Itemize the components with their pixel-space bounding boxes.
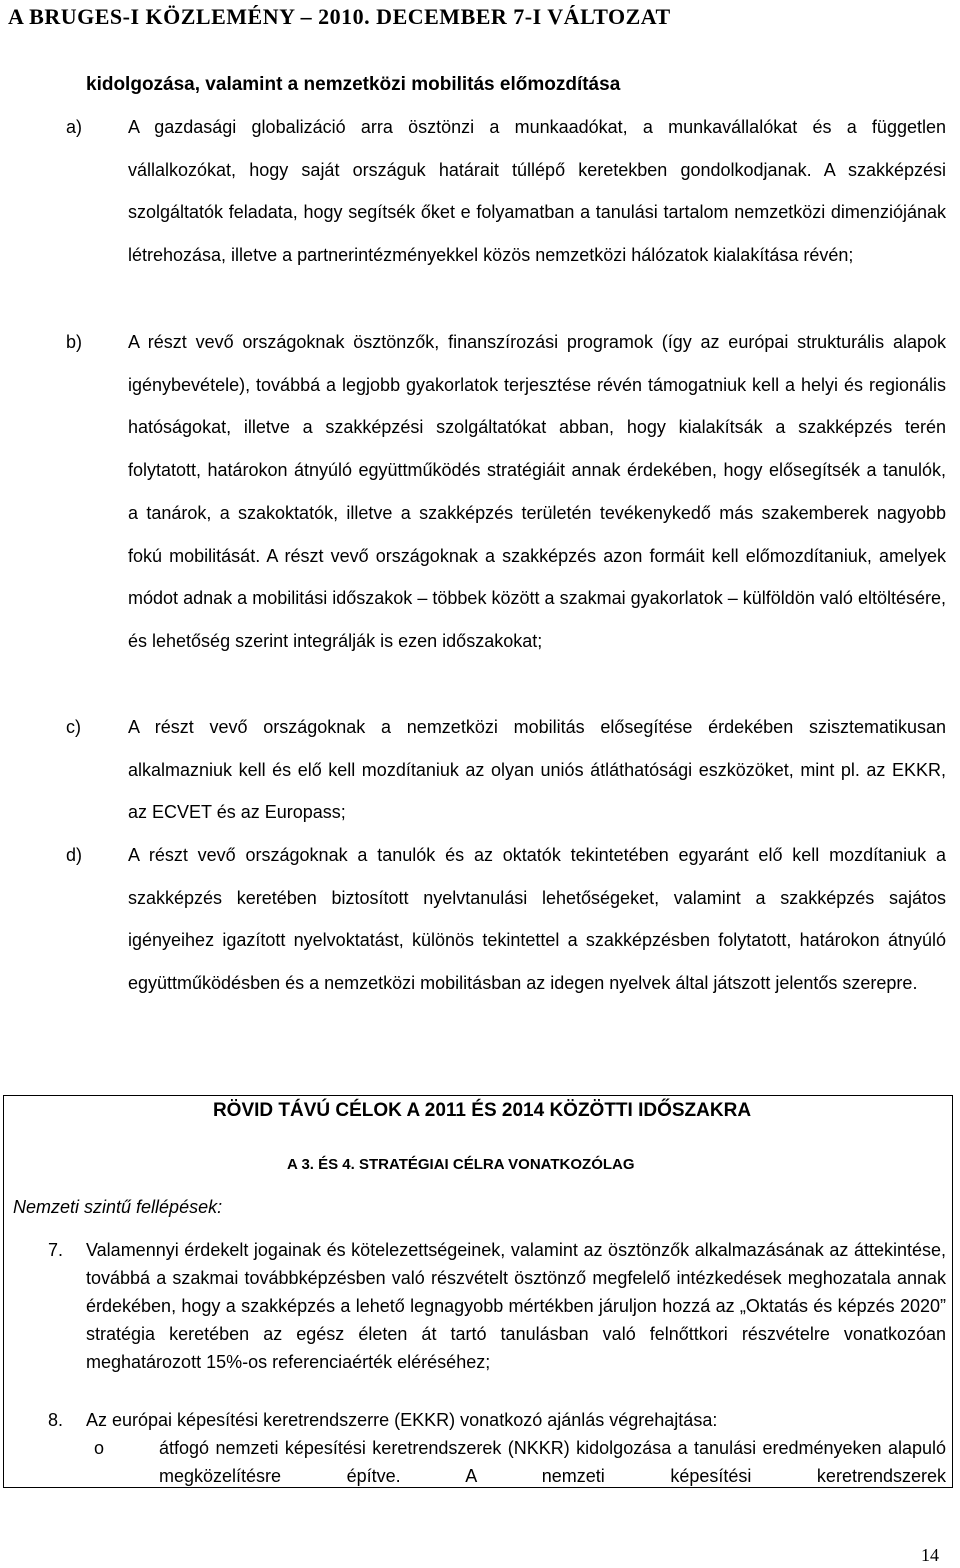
box-item-number: 8. xyxy=(48,1410,64,1430)
box-item-8 xyxy=(48,1406,946,1434)
list-marker: c) xyxy=(66,717,81,737)
list-item-text: A részt vevő országoknak a tanulók és az oktatók tekintetében egyaránt elő kell mozdítaniuk a szakképzés keretében biztosított nyelvtanulási lehetőségeket, valamint a szakképzés sajátos igényeihez igazított nyelvoktatást, különös tekintettel a szakképzésben folytatott, határokon átnyúló együttműködésben és a nemzetközi mobilitásban az idegen nyelvek által játszott jelentős szerepre. xyxy=(128,845,946,994)
box-item-number: 7. xyxy=(48,1240,64,1260)
list-item-text: A gazdasági globalizáció arra ösztönzi a munkaadókat, a munkavállalókat és a független vállalkozókat, hogy saját országuk határait túllépő keretekben gondolkodjanak. A szakképzési szolgáltatók feladata, hogy segítsék őket e folyamatban a tanulási tartalom nemzetközi dimenziójának létrehozása, illetve a partnerintézményekkel közös nemzetközi hálózatok kialakítása révén; xyxy=(128,117,946,266)
box-subitem xyxy=(94,1434,946,1488)
list-item-d xyxy=(66,834,946,1005)
list-item-a xyxy=(66,106,946,277)
list-item-text: A részt vevő országoknak a nemzetközi mobilitás elősegítése érdekében szisztematikusan alkalmazniuk kell és elő kell mozdítaniuk az olyan uniós átláthatósági eszközöket, mint pl. az EKKR, az ECVET és az Europass; xyxy=(128,717,946,823)
box-subtitle: A 3. ÉS 4. STRATÉGIAI CÉLRA VONATKOZÓLAG xyxy=(287,1156,635,1173)
box-item-text: Az európai képesítési keretrendszerre (EKKR) vonatkozó ajánlás végrehajtása: xyxy=(86,1410,718,1430)
list-item-text: A részt vevő országoknak ösztönzők, finanszírozási programok (így az európai strukturális alapok igénybevétele), továbbá a legjobb gyakorlatok terjesztése révén támogatniuk kell a helyi és regionális hatóságokat, illetve a szakképzési szolgáltatókat abban, hogy kialakítsák a szakképzés terén folytatott, határokon átnyúló együttműködés stratégiáit annak érdekében, hogy elősegítsék a tanulók, a tanárok, a szakoktatók, illetve a szakképzés területén tevékenykedő más szakemberek nagyobb fokú mobilitását. A részt vevő országoknak a szakképzés azon formáit kell előmozdítaniuk, amelyek módot adnak a mobilitási időszakok – többek között a szakmai gyakorlatok – külföldön való eltöltésére, és lehetőség szerint integrálják is ezen időszakokat; xyxy=(128,332,946,651)
box-title: RÖVID TÁVÚ CÉLOK A 2011 ÉS 2014 KÖZÖTTI IDŐSZAKRA xyxy=(212,1100,752,1121)
document-header-title: A BRUGES-I KÖZLEMÉNY – 2010. DECEMBER 7-I VÁLTOZAT xyxy=(8,4,671,29)
list-item-b xyxy=(66,321,946,663)
list-marker: b) xyxy=(66,332,83,352)
box-item-7 xyxy=(48,1236,946,1376)
list-item-c xyxy=(66,706,946,834)
box-subitem-text: átfogó nemzeti képesítési keretrendszerek (NKKR) kidolgozása a tanulási eredményeken alapuló megközelítésre építve. A nemzeti képesítési keretrendszerek xyxy=(159,1438,946,1486)
section-heading: kidolgozása, valamint a nemzetközi mobilitás előmozdítása xyxy=(86,74,621,95)
page-number: 14 xyxy=(921,1545,939,1565)
box-item-text: Valamennyi érdekelt jogainak és kötelezettségeinek, valamint az ösztönzők alkalmazásának az áttekintése, továbbá a szakmai továbbképzésben való részvételt ösztönző megfelelő intézkedések meghozatala annak érdekében, hogy a szakképzés a lehető legnagyobb mértékben járuljon hozzá az „Oktatás és képzés 2020” stratégia keretében az egész életen át tartó tanulásban való felnőttkori részvételre vonatkozóan meghatározott 15%-os referenciaérték eléréséhez; xyxy=(86,1240,946,1372)
list-marker: a) xyxy=(66,117,83,137)
national-actions-label: Nemzeti szintű fellépések: xyxy=(13,1197,223,1217)
bullet-marker: o xyxy=(94,1438,105,1458)
list-marker: d) xyxy=(66,845,83,865)
short-term-goals-box xyxy=(3,1095,953,1488)
